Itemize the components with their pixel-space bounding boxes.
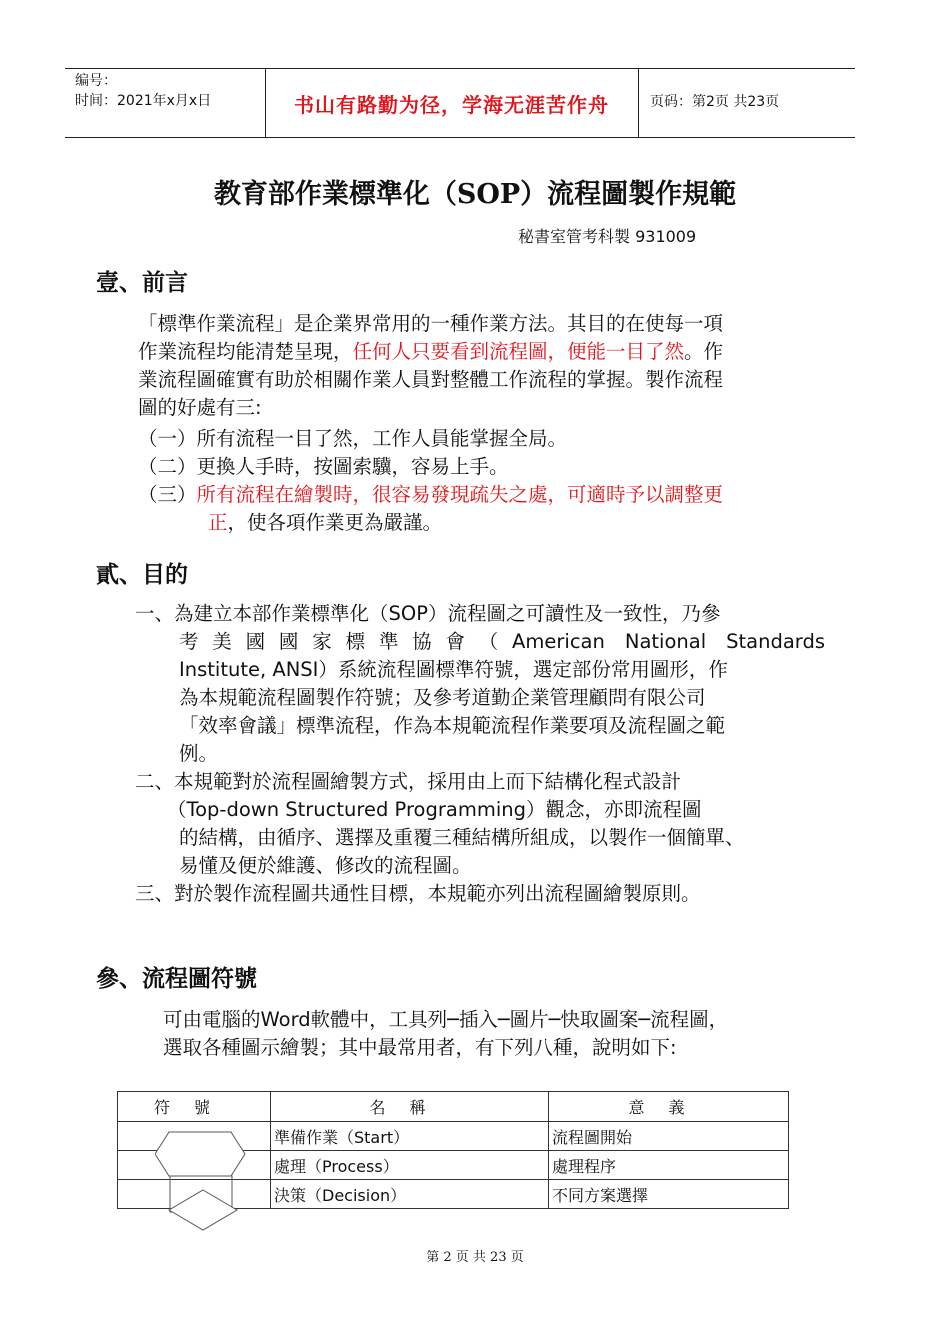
text-line: 可由電腦的Word軟體中，工具列─插入─圖片─快取圖案─流程圖， [163,1008,729,1031]
preface-intro [138,310,723,422]
text-line: 業流程圖確實有助於相關作業人員對整體工作流程的掌握。製作流程 [138,368,724,391]
list-item-continuation: 「效率會議」標準流程，作為本規範流程作業要項及流程圖之範 [179,714,726,737]
purpose-list [135,600,835,908]
page-header [65,68,855,138]
list-item-continuation: 為本規範流程圖製作符號；及參考道勤企業管理顧問有限公司 [179,686,706,709]
header-meta [75,71,211,111]
meaning-cell: 流程圖開始 [549,1122,789,1151]
text-line: 圖的好處有三: [138,396,262,419]
list-item: （一）所有流程一目了然，工作人員能掌握全局。 [138,427,568,450]
preface-benefits [138,425,723,537]
highlight-text: 任何人只要看到流程圖，便能一目了然 [352,340,685,363]
column-header: 符號 [118,1092,271,1122]
text-span: ，使各項作業更為嚴謹。 [227,511,443,534]
code-label: 编号： [75,73,117,89]
header-divider [638,69,639,137]
text-line: 選取各種圖示繪製；其中最常用者，有下列八種，說明如下: [163,1036,677,1059]
document-title: 教育部作業標準化（SOP）流程圖製作規範 [213,179,737,210]
highlight-text: 所有流程在繪製時，很容易發現疏失之處，可適時予以調整更 [196,483,724,506]
list-item-continuation: 的結構，由循序、選擇及重覆三種結構所組成，以製作一個簡單、 [179,826,745,849]
list-item: 一、為建立本部作業標準化（SOP）流程圖之可讀性及一致性，乃參 [135,602,721,625]
name-cell: 準備作業（Start） [271,1122,549,1151]
text-line [138,338,723,366]
list-item: 二、本規範對於流程圖繪製方式，採用由上而下結構化程式設計 [135,770,682,793]
text-span: 作業流程均能清楚呈現， [138,340,353,363]
list-item-continuation: （Top-down Structured Programming）觀念，亦即流程圖 [167,798,702,821]
list-item [138,481,723,509]
list-item-continuation [138,509,723,537]
hexagon-preparation-icon [155,1132,245,1176]
text-line: 「標準作業流程」是企業界常用的一種作業方法。其目的在使每一項 [138,312,724,335]
list-item-continuation: 易懂及便於維護、修改的流程圖。 [179,854,472,877]
text-span: 。作 [684,340,724,363]
list-item-continuation: 考美國國家標準協會（American National Standards [179,630,825,653]
highlight-text: 正 [208,511,228,534]
list-item: （二）更換人手時，按圖索驥，容易上手。 [138,455,509,478]
diamond-decision-icon [169,1190,237,1230]
column-header: 名稱 [271,1092,549,1122]
meaning-cell: 不同方案選擇 [549,1180,789,1209]
list-item-continuation: Institute, ANSI）系統流程圖標準符號，選定部份常用圖形，作 [179,658,728,681]
document-subtitle: 秘書室管考科製 931009 [518,227,697,246]
section-heading-preface: 壹、前言 [96,269,188,296]
meaning-cell: 處理程序 [549,1151,789,1180]
flowchart-symbols [155,1124,250,1234]
list-marker: （三） [138,483,197,506]
column-header: 意義 [549,1092,789,1122]
list-item: 三、對於製作流程圖共通性目標，本規範亦列出流程圖繪製原則。 [135,882,701,905]
table-header-row [118,1092,789,1122]
section-heading-purpose: 貳、目的 [96,561,188,588]
section-heading-symbols: 參、流程圖符號 [96,965,257,992]
header-page-info: 页码：第2页 共23页 [650,94,780,110]
list-item-continuation: 例。 [179,742,219,765]
time-label: 时间：2021年x月x日 [75,93,212,109]
page-footer: 第 2 页 共 23 页 [426,1250,524,1265]
symbols-intro [163,1006,728,1062]
header-motto: 书山有路勤为径，学海无涯苦作舟 [294,93,609,117]
name-cell: 處理（Process） [271,1151,549,1180]
name-cell: 決策（Decision） [271,1180,549,1209]
